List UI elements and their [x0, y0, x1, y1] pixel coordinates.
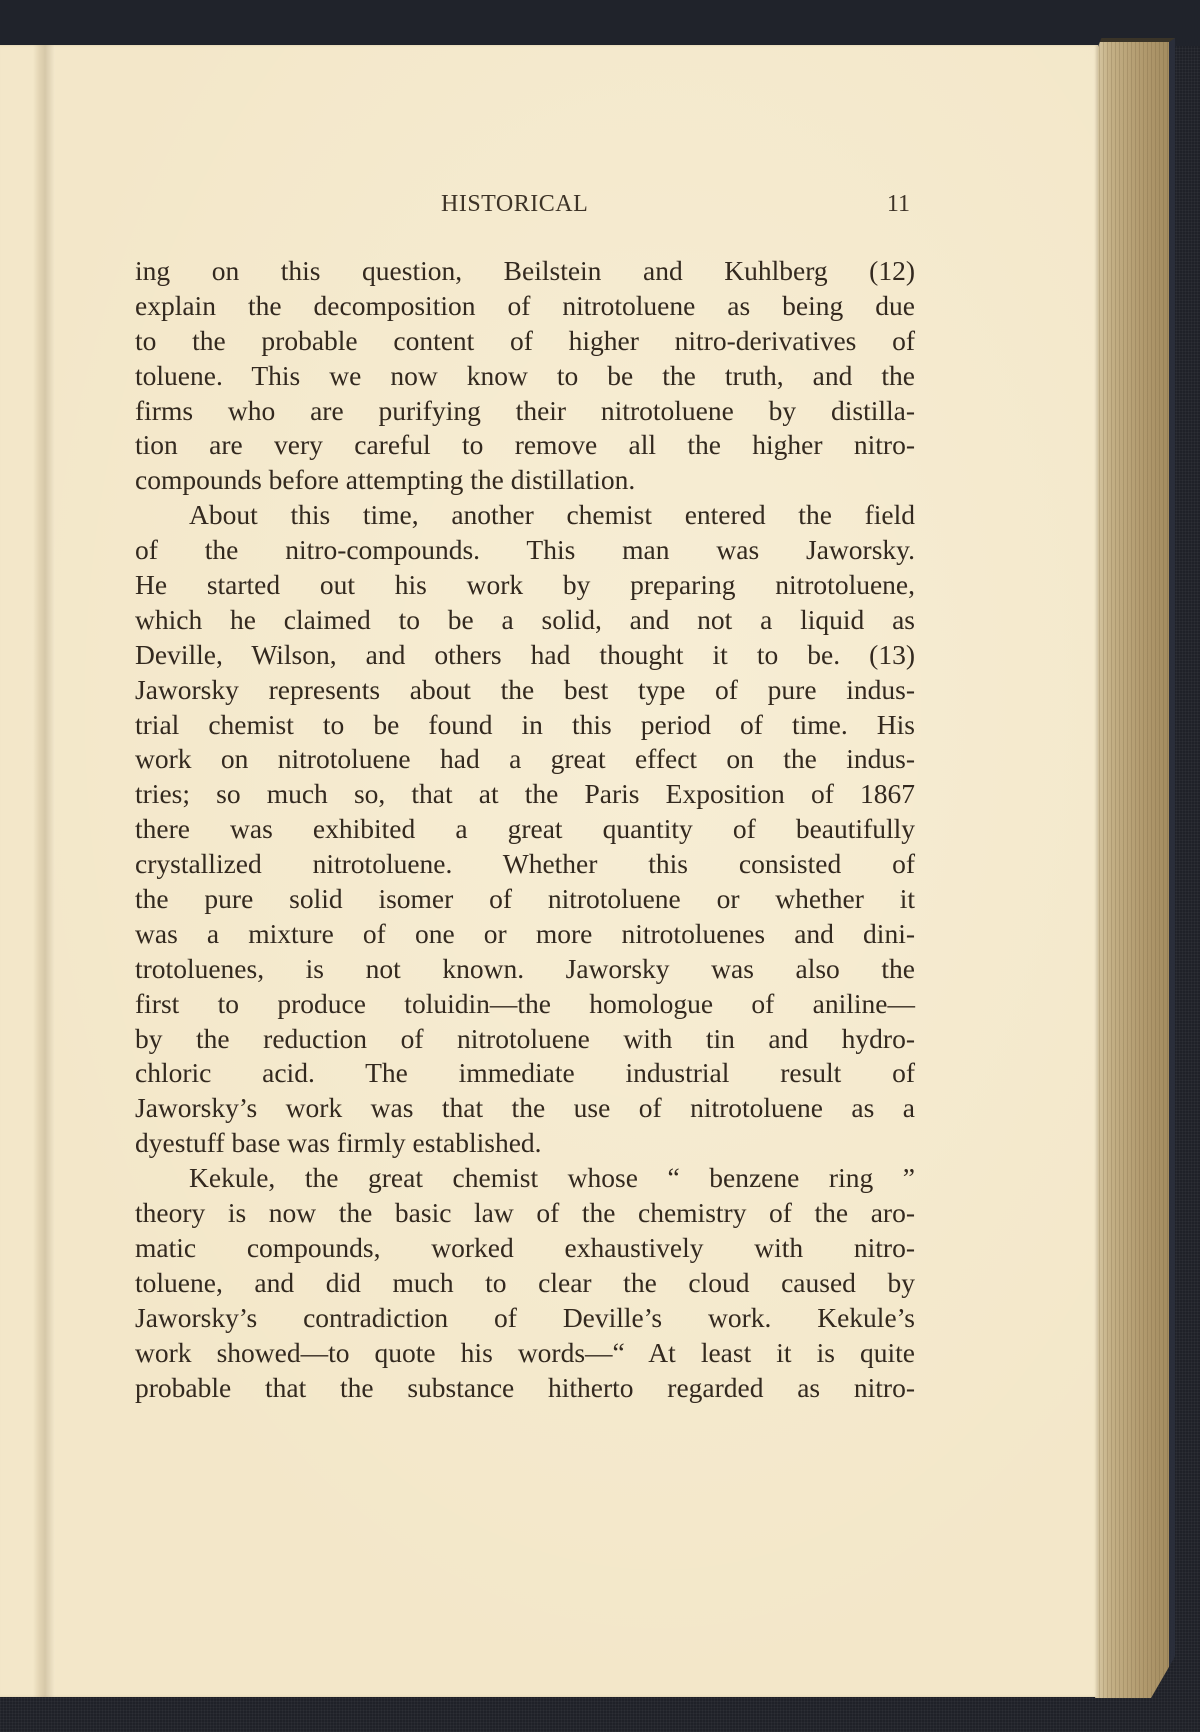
text-line: dyestuff base was firmly established. — [135, 1127, 542, 1159]
text-line: explain the decomposition of nitrotoluene as being due — [135, 289, 915, 321]
paragraph-1 — [135, 254, 915, 498]
text-line: Jaworsky’s work was that the use of nitrotoluene as a — [135, 1092, 915, 1124]
text-line: first to produce toluidin—the homologue of aniline— — [135, 987, 915, 1019]
paragraph-2 — [135, 498, 915, 1161]
text-line: trial chemist to be found in this period of time. His — [135, 708, 915, 740]
text-line: toluene, and did much to clear the cloud caused by — [135, 1266, 915, 1298]
text-line: was a mixture of one or more nitrotoluenes and dini- — [135, 917, 915, 949]
text-line: tries; so much so, that at the Paris Exposition of 1867 — [135, 778, 915, 810]
page-fore-edge — [1095, 38, 1175, 1698]
text-line: by the reduction of nitrotoluene with tin and hydro- — [135, 1022, 915, 1054]
text-line: Kekule, the great chemist whose “ benzene ring ” — [189, 1162, 915, 1194]
page-number: 11 — [886, 191, 910, 217]
text-line: there was exhibited a great quantity of beautifully — [135, 813, 915, 845]
text-line: to the probable content of higher nitro-derivatives of — [135, 324, 915, 356]
text-line: firms who are purifying their nitrotoluene by distilla- — [135, 394, 915, 426]
running-head-title: HISTORICAL — [441, 191, 589, 217]
text-line: matic compounds, worked exhaustively with nitro- — [135, 1231, 915, 1263]
text-line: which he claimed to be a solid, and not a liquid as — [135, 603, 915, 635]
text-line: theory is now the basic law of the chemistry of the aro- — [135, 1197, 915, 1229]
text-line: work on nitrotoluene had a great effect on the indus- — [135, 743, 915, 775]
text-line: crystallized nitrotoluene. Whether this consisted of — [135, 848, 915, 880]
gutter-fold — [33, 45, 55, 1697]
paragraph-3 — [135, 1161, 915, 1405]
text-line: probable that the substance hitherto regarded as nitro- — [135, 1371, 915, 1403]
text-line: the pure solid isomer of nitrotoluene or whether it — [135, 883, 915, 915]
text-line: About this time, another chemist entered the field — [189, 499, 915, 531]
body-text — [135, 254, 915, 1405]
text-line: trotoluenes, is not known. Jaworsky was also the — [135, 952, 915, 984]
text-line: chloric acid. The immediate industrial result of — [135, 1057, 915, 1089]
text-line: Deville, Wilson, and others had thought it to be. (13) — [135, 638, 915, 670]
text-line: ing on this question, Beilstein and Kuhlberg (12) — [135, 255, 915, 286]
text-line: compounds before attempting the distillation. — [135, 464, 636, 496]
text-line: Jaworsky represents about the best type of pure indus- — [135, 673, 915, 705]
text-line: work showed—to quote his words—“ At least it is quite — [135, 1336, 915, 1368]
text-line: of the nitro-compounds. This man was Jaworsky. — [135, 534, 915, 566]
text-line: He started out his work by preparing nitrotoluene, — [135, 569, 915, 601]
text-line: Jaworsky’s contradiction of Deville’s work. Kekule’s — [135, 1301, 915, 1333]
book-cover-top-edge — [0, 0, 1200, 46]
text-line: toluene. This we now know to be the truth, and the — [135, 359, 915, 391]
running-head — [0, 191, 1098, 221]
text-line: tion are very careful to remove all the higher nitro- — [135, 429, 915, 461]
